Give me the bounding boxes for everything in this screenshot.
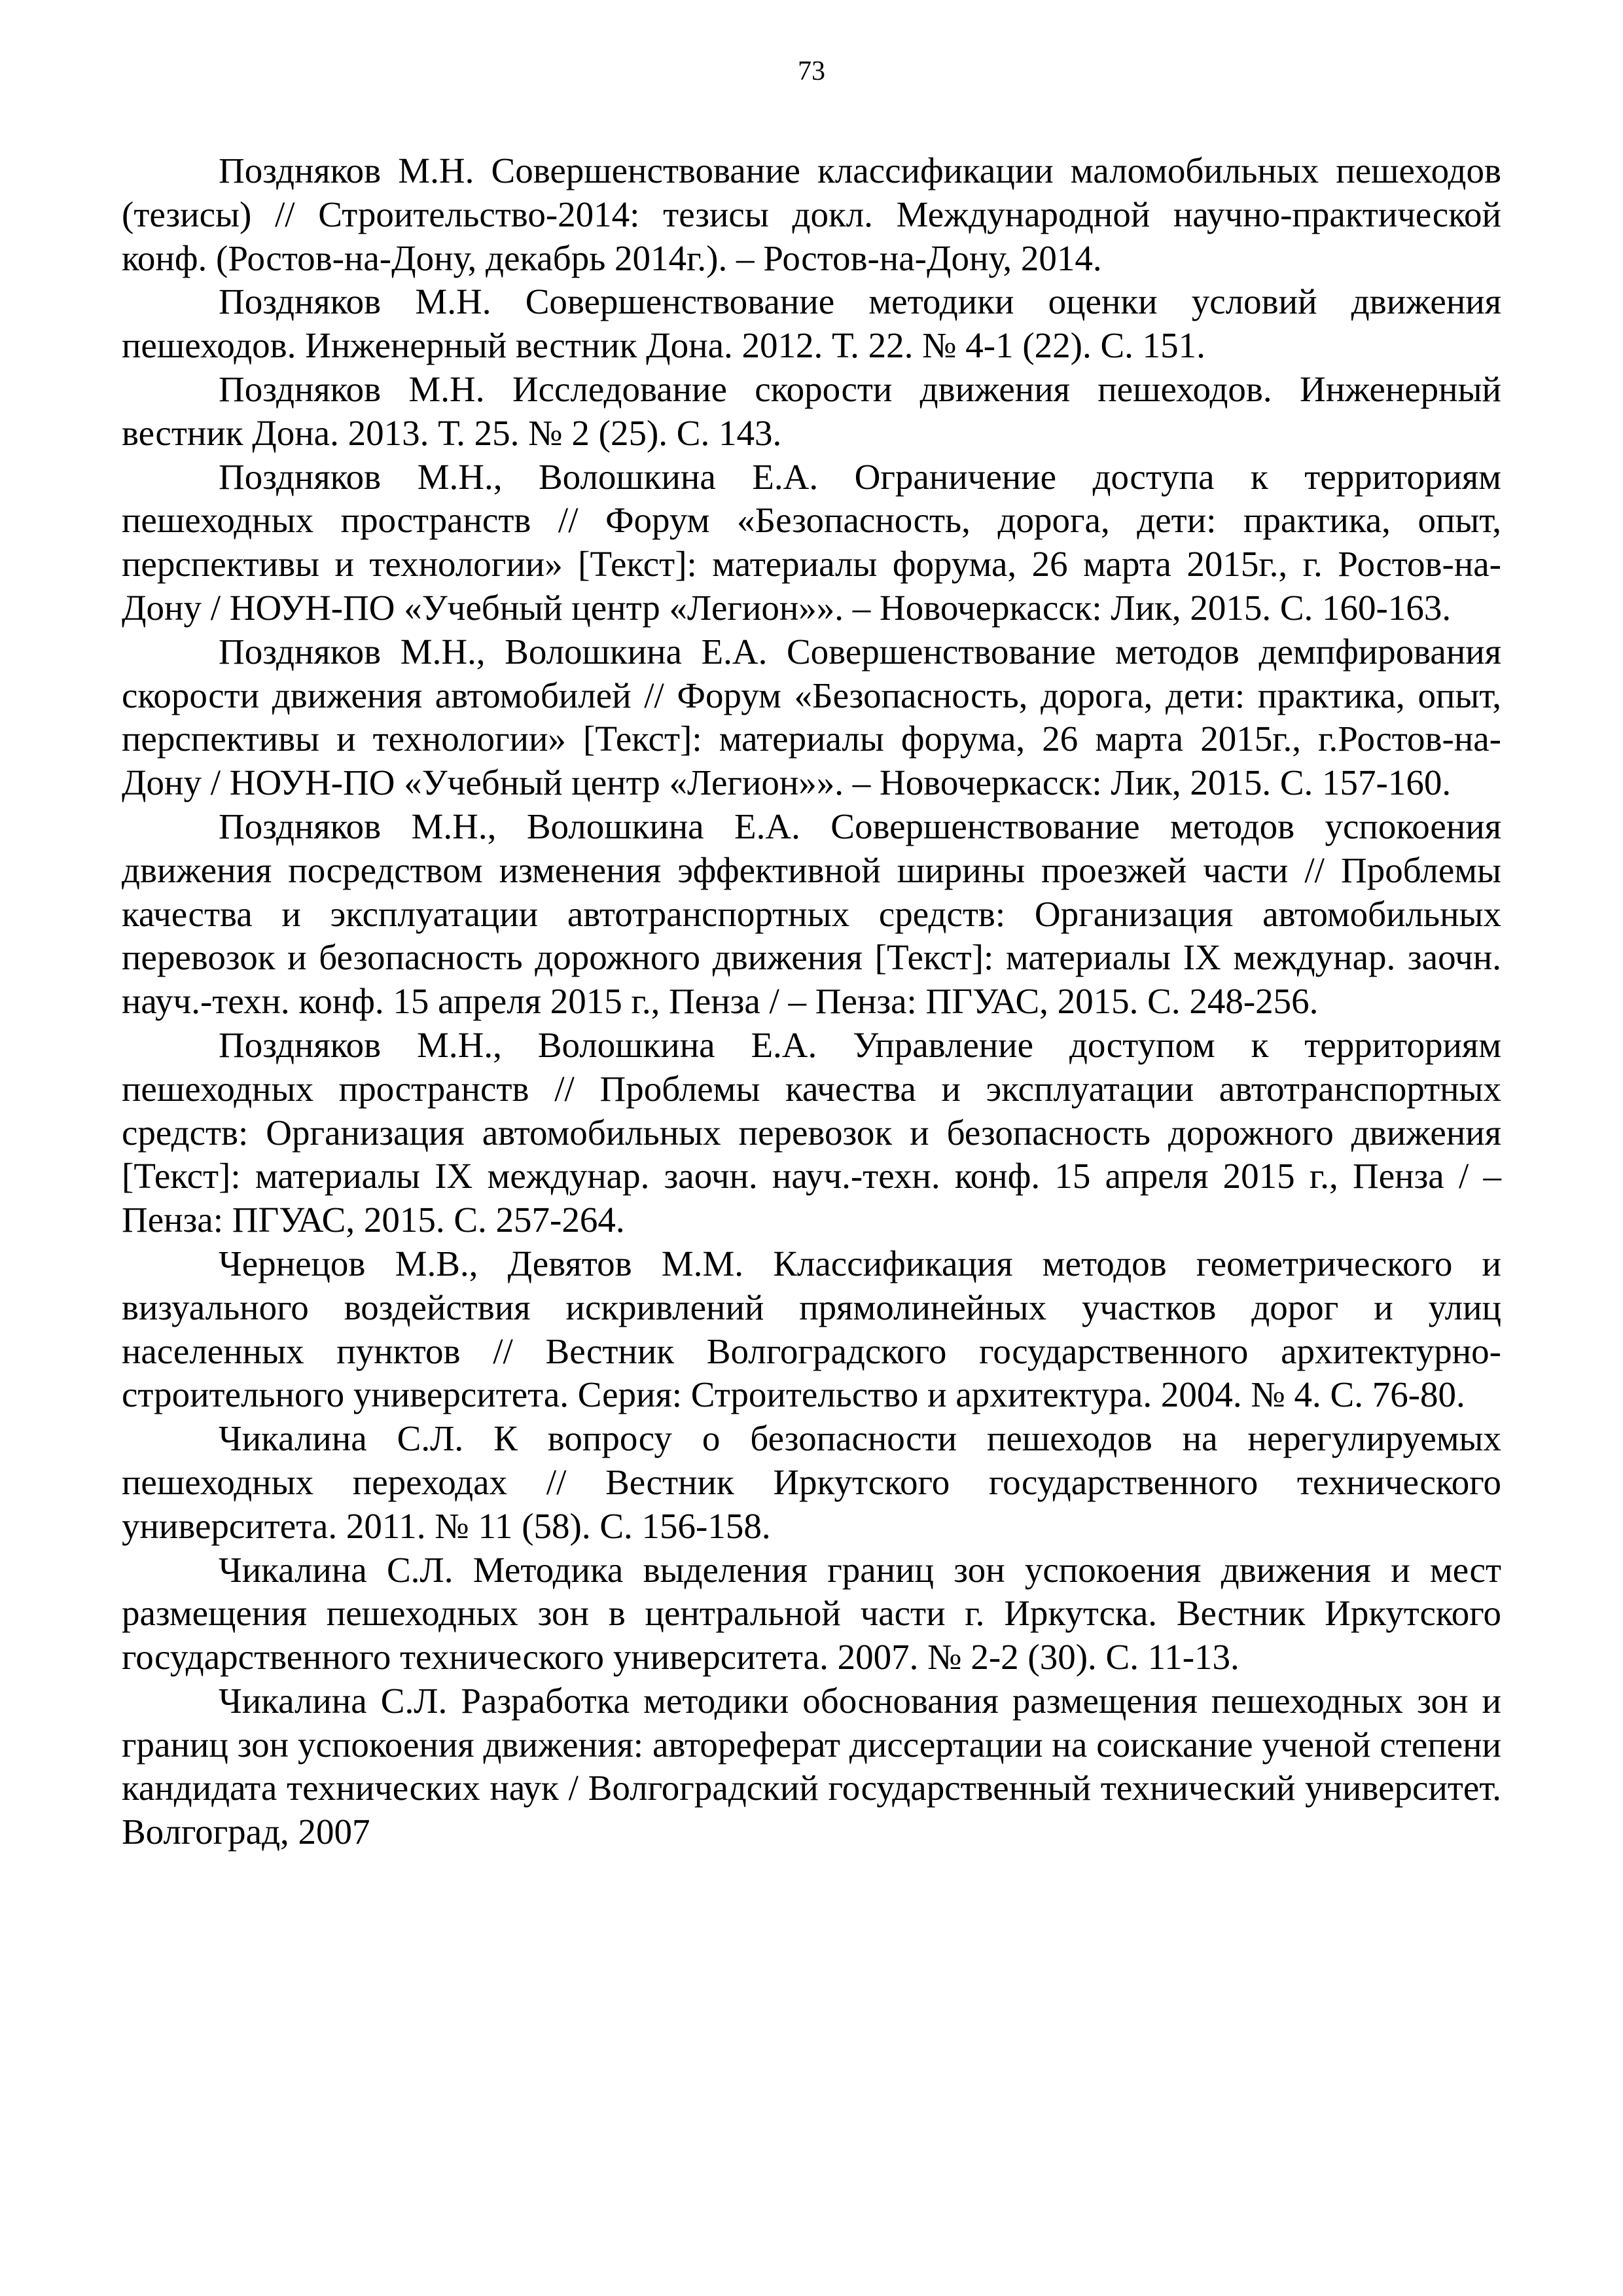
- reference-entry: Поздняков М.Н. Исследование скорости движения пешеходов. Инженерный вестник Дона. 2013. Т. 25. № 2 (25). С. 143.: [122, 368, 1501, 453]
- reference-entry: Чикалина С.Л. Методика выделения границ зон успокоения движения и мест размещения пешеходных зон в центральной части г. Иркутска. Вестник Иркутского государственного технического университета. 2007. № 2-2 (30). С. 11-13.: [122, 1549, 1501, 1677]
- reference-entry: Чикалина С.Л. К вопросу о безопасности пешеходов на нерегулируемых пешеходных переходах // Вестник Иркутского государственного технического университета. 2011. № 11 (58). С. 156-158.: [122, 1418, 1501, 1546]
- reference-entry: Поздняков М.Н., Волошкина Е.А. Ограничение доступа к территориям пешеходных пространств // Форум «Безопасность, дорога, дети: практика, опыт, перспективы и технологии» [Текст]: материалы форума, 26 марта 2015г., г. Ростов-на-Дону / НОУН-ПО «Учебный центр «Легион»». – Новочеркасск: Лик, 2015. С. 160-163.: [122, 456, 1501, 628]
- reference-entry: Поздняков М.Н., Волошкина Е.А. Совершенствование методов демпфирования скорости движения автомобилей // Форум «Безопасность, дорога, дети: практика, опыт, перспективы и технологии» [Текст]: материалы форума, 26 марта 2015г., г.Ростов-на-Дону / НОУН-ПО «Учебный центр «Легион»». – Новочеркасск: Лик, 2015. С. 157-160.: [122, 631, 1501, 803]
- reference-entry: Поздняков М.Н., Волошкина Е.А. Управление доступом к территориям пешеходных пространств // Проблемы качества и эксплуатации автотранспортных средств: Организация автомобильных перевозок и безопасность дорожного движения [Текст]: материалы IX междунар. заочн. науч.-техн. конф. 15 апреля 2015 г., Пенза / – Пенза: ПГУАС, 2015. С. 257-264.: [122, 1024, 1501, 1240]
- reference-entry: Чернецов М.В., Девятов М.М. Классификация методов геометрического и визуального воздействия искривлений прямолинейных участков дорог и улиц населенных пунктов // Вестник Волгоградского государственного архитектурно-строительного университета. Серия: Строительство и архитектура. 2004. № 4. С. 76-80.: [122, 1243, 1501, 1415]
- reference-list: [122, 149, 1501, 1854]
- reference-entry: Чикалина С.Л. Разработка методики обоснования размещения пешеходных зон и границ зон успокоения движения: автореферат диссертации на соискание ученой степени кандидата технических наук / Волгоградский государственный технический университет. Волгоград, 2007: [122, 1680, 1501, 1852]
- reference-entry: Поздняков М.Н. Совершенствование методики оценки условий движения пешеходов. Инженерный вестник Дона. 2012. Т. 22. № 4-1 (22). С. 151.: [122, 281, 1501, 366]
- reference-entry: Поздняков М.Н. Совершенствование классификации маломобильных пешеходов (тезисы) // Строительство-2014: тезисы докл. Международной научно-практической конф. (Ростов-на-Дону, декабрь 2014г.). – Ростов-на-Дону, 2014.: [122, 151, 1501, 278]
- reference-entry: Поздняков М.Н., Волошкина Е.А. Совершенствование методов успокоения движения посредством изменения эффективной ширины проезжей части // Проблемы качества и эксплуатации автотранспортных средств: Организация автомобильных перевозок и безопасность дорожного движения [Текст]: материалы IX междунар. заочн. науч.-техн. конф. 15 апреля 2015 г., Пенза / – Пенза: ПГУАС, 2015. С. 248-256.: [122, 806, 1501, 1022]
- page-number: 73: [798, 56, 825, 86]
